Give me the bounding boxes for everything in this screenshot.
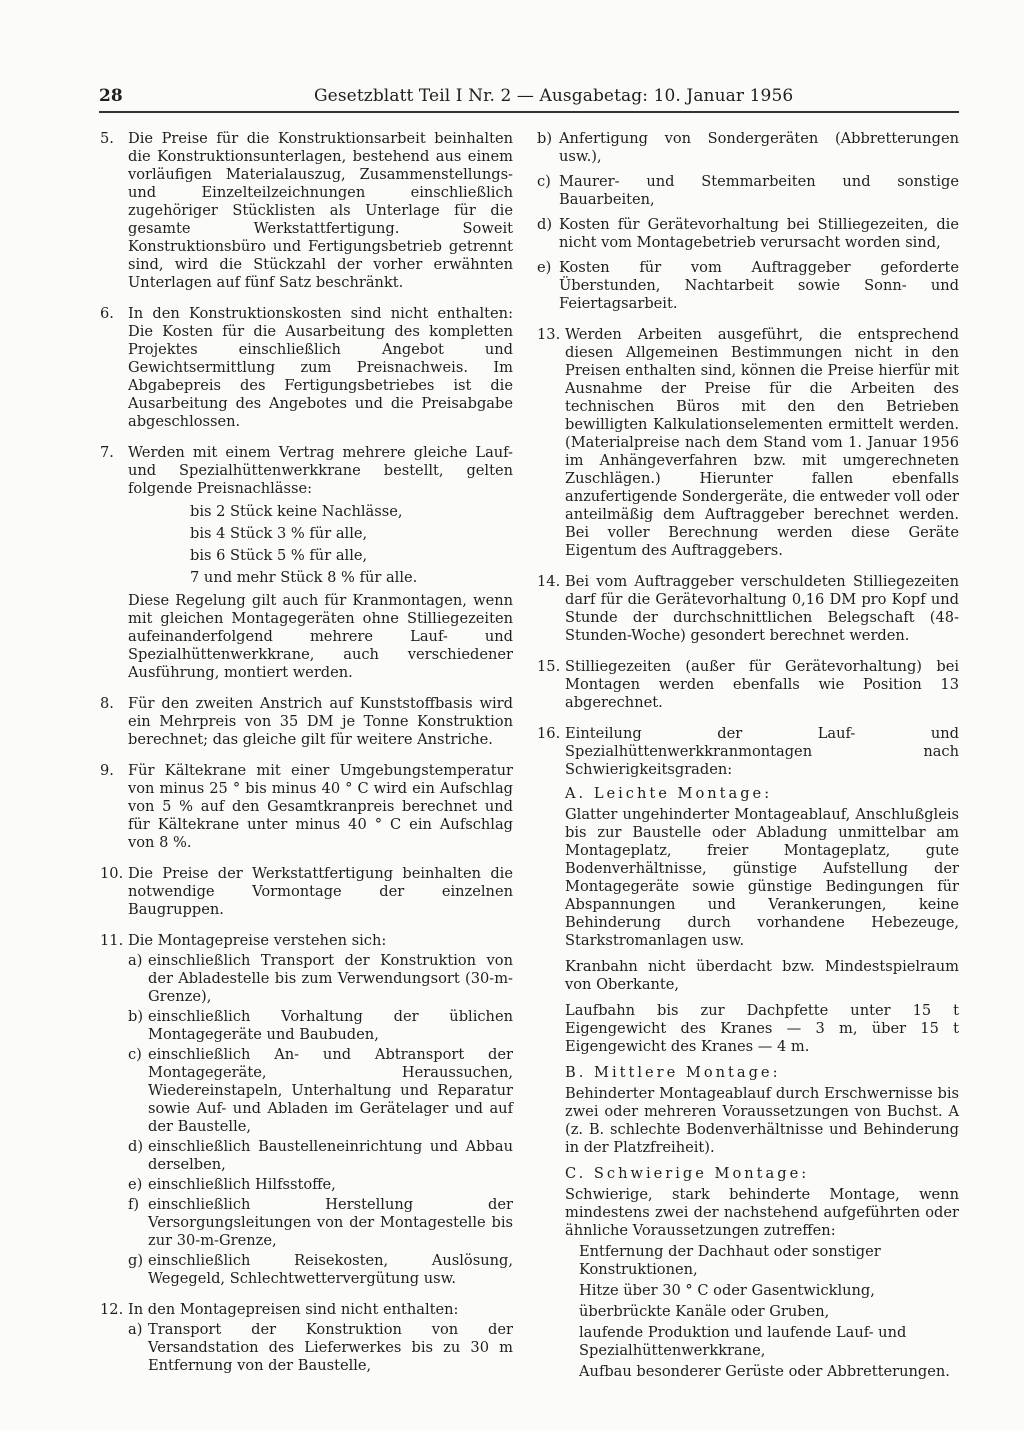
sub-item [128, 1008, 513, 1044]
discount-tier: bis 4 Stück 3 % für alle, [190, 525, 368, 542]
section-text: Werden Arbeiten ausgeführt, die entsprechend diesen Allgemeinen Bestimmungen nicht in den Preisen enthalten sind, können die Preise hierfür mit Ausnahme der Preise für die Arbeiten des technischen Büros mit den den Betrieben bewilligten Kalkulationselementen ermittelt werden. (Materialpreise nach dem Stand vom 1. Januar 1956 im Anhängeverfahren bzw. mit umgerechneten Zuschlägen.) Hierunter fallen ebenfalls anzufertigende Sondergeräte, die entweder voll oder anteilmäßig dem Auftraggeber berechnet werden. Bei voller Berechnung werden diese Geräte Eigentum des Auftraggebers. [565, 326, 959, 559]
section-number: 15. [537, 658, 561, 675]
discount-tier: bis 2 Stück keine Nachlässe, [190, 503, 403, 520]
section-text: Diese Regelung gilt auch für Kranmontagen, wenn mit gleichen Montagegeräten ohne Stilliegezeiten aufeinanderfolgend mehrere Lauf- und Spezialhüttenwerkkrane, auch verschiedener Ausführung, montiert werden. [128, 592, 513, 681]
sub-label: e) [537, 259, 552, 276]
section-number: 16. [537, 725, 561, 742]
section-number: 6. [100, 305, 114, 322]
sub-label: a) [128, 952, 143, 969]
section-9 [100, 762, 513, 852]
sub-text: einschließlich Baustelleneinrichtung und Abbau derselben, [148, 1138, 513, 1173]
section-text: Stilliegezeiten (außer für Gerätevorhaltung) bei Montagen werden ebenfalls wie Position 13 abgerechnet. [565, 658, 959, 711]
sub-item [128, 1138, 513, 1174]
sub-label: f) [128, 1196, 140, 1213]
section-text: Werden mit einem Vertrag mehrere gleiche Lauf- und Spezialhüttenwerkkrane bestellt, gelten folgende Preisnachlässe: [128, 444, 513, 497]
sub-item [128, 1252, 513, 1288]
section-number: 8. [100, 695, 114, 712]
sub-item [537, 216, 959, 252]
list-item: Hitze über 30 ° C oder Gasentwicklung, [579, 1282, 875, 1299]
sub-text: einschließlich Transport der Konstruktion von der Abladestelle bis zum Verwendungsort (30-m-Grenze), [148, 952, 513, 1005]
sub-label: g) [128, 1252, 144, 1269]
section-text: In den Konstruktionskosten sind nicht enthalten: Die Kosten für die Ausarbeitung des kompletten Projektes einschließlich Angebot und Gewichtsermittlung zum Preisnachweis. Im Abgabepreis des Fertigungsbetriebes ist die Ausarbeitung des Angebotes und die Preisabgabe abgeschlossen. [128, 305, 513, 430]
difficulty-heading-c: C. Schwierige Montage: [565, 1165, 810, 1182]
section-text: Für den zweiten Anstrich auf Kunststoffbasis wird ein Mehrpreis von 35 DM je Tonne Konstruktion berechnet; das gleiche gilt für weitere Anstriche. [128, 695, 513, 748]
list-item: überbrückte Kanäle oder Gruben, [579, 1303, 830, 1320]
section-12 [100, 1301, 513, 1375]
difficulty-heading-b: B. Mittlere Montage: [565, 1064, 781, 1081]
sub-label: b) [128, 1008, 144, 1025]
sub-label: a) [128, 1321, 143, 1338]
section-15 [537, 658, 959, 712]
section-number: 11. [100, 932, 124, 949]
header-divider [99, 111, 959, 113]
sub-text: Anfertigung von Sondergeräten (Abbretterungen usw.), [559, 130, 959, 165]
section-number: 14. [537, 573, 561, 590]
left-column [100, 130, 513, 1388]
sub-item [537, 259, 959, 313]
sub-text: einschließlich Reisekosten, Auslösung, Wegegeld, Schlechtwettervergütung usw. [148, 1252, 513, 1287]
discount-tiers [128, 501, 513, 589]
sub-text: Maurer- und Stemmarbeiten und sonstige Bauarbeiten, [559, 173, 959, 208]
sub-label: c) [537, 173, 551, 190]
sub-label: c) [128, 1046, 142, 1063]
sub-text: Transport der Konstruktion von der Versandstation des Lieferwerkes bis zu 30 m Entfernung von der Baustelle, [148, 1321, 513, 1374]
section-text: Die Preise der Werkstattfertigung beinhalten die notwendige Vormontage der einzelnen Baugruppen. [128, 865, 513, 918]
sub-item [537, 130, 959, 166]
sub-item [128, 1196, 513, 1250]
section-text: In den Montagepreisen sind nicht enthalten: [128, 1301, 459, 1318]
paragraph: Laufbahn bis zur Dachpfette unter 15 t Eigengewicht des Kranes — 3 m, über 15 t Eigengewicht des Kranes — 4 m. [565, 1002, 959, 1055]
paragraph: Glatter ungehinderter Montageablauf, Anschlußgleis bis zur Baustelle oder Abladung unmittelbar am Montageplatz, freier Montageplatz, gute Bodenverhältnisse, günstige Aufstellung der Montagegeräte sowie günstige Bedingungen für Abspannungen und Verankerungen, keine Behinderung durch vorhandene Hebezeuge, Starkstromanlagen usw. [565, 806, 959, 949]
sub-label: b) [537, 130, 553, 147]
paragraph: Schwierige, stark behinderte Montage, wenn mindestens zwei der nachstehend aufgeführten oder ähnliche Voraussetzungen zutreffen: [565, 1186, 959, 1239]
sub-text: einschließlich Vorhaltung der üblichen Montagegeräte und Baubuden, [148, 1008, 513, 1043]
section-14 [537, 573, 959, 645]
section-6 [100, 305, 513, 431]
section-8 [100, 695, 513, 749]
difficulty-heading-a: A. Leichte Montage: [565, 785, 773, 802]
section-number: 5. [100, 130, 114, 147]
page-number: 28 [99, 86, 123, 106]
section-number: 7. [100, 444, 114, 461]
section-number: 9. [100, 762, 114, 779]
section-number: 10. [100, 865, 124, 882]
section-16 [537, 725, 959, 1381]
list-item: Aufbau besonderer Gerüste oder Abbretterungen. [579, 1363, 950, 1380]
sub-text: einschließlich Hilfsstoffe, [148, 1176, 336, 1193]
sub-item [537, 173, 959, 209]
section-13 [537, 326, 959, 560]
sub-text: einschließlich Herstellung der Versorgungsleitungen von der Montagestelle bis zur 30-m-Grenze, [148, 1196, 513, 1249]
sub-text: einschließlich An- und Abtransport der Montagegeräte, Heraussuchen, Wiedereinstapeln, Unterhaltung und Reparatur sowie Auf- und Abladen im Gerätelager und auf der Baustelle, [148, 1046, 513, 1135]
page-header-title: Gesetzblatt Teil I Nr. 2 — Ausgabetag: 10. Januar 1956 [314, 86, 794, 106]
sub-label: d) [537, 216, 553, 233]
sub-text: Kosten für vom Auftraggeber geforderte Überstunden, Nachtarbeit sowie Sonn- und Feiertagsarbeit. [559, 259, 959, 312]
section-text: Bei vom Auftraggeber verschuldeten Stilliegezeiten darf für die Gerätevorhaltung 0,16 DM pro Kopf und Stunde der durchschnittlichen Belegschaft (48-Stunden-Woche) gesondert berechnet werden. [565, 573, 959, 644]
section-7 [100, 444, 513, 682]
section-text: Die Preise für die Konstruktionsarbeit beinhalten die Konstruktionsunterlagen, bestehend aus einem vorläufigen Materialauszug, Zusammenstellungs- und Einzelteilzeichnungen einschließlich zugehöriger Stücklisten als Unterlage für die gesamte Werkstattfertigung. Soweit Konstruktionsbüro und Fertigungsbetrieb getrennt sind, wird die Stückzahl der vorher erwähnten Unterlagen auf fünf Satz beschränkt. [128, 130, 513, 291]
sub-item [128, 1046, 513, 1136]
section-number: 13. [537, 326, 561, 343]
sub-item [128, 1176, 513, 1194]
paragraph: Behinderter Montageablauf durch Erschwernisse bis zwei oder mehreren Voraussetzungen von Buchst. A (z. B. schlechte Bodenverhältnisse und Behinderung in der Platzfreiheit). [565, 1085, 959, 1156]
sub-label: e) [128, 1176, 143, 1193]
section-text: Einteilung der Lauf- und Spezialhüttenwerkkranmontagen nach Schwierigkeitsgraden: [565, 725, 959, 778]
sub-item [128, 952, 513, 1006]
section-10 [100, 865, 513, 919]
right-column [537, 130, 959, 1394]
list-item: Entfernung der Dachhaut oder sonstiger Konstruktionen, [579, 1243, 881, 1278]
section-5 [100, 130, 513, 292]
section-text: Die Montagepreise verstehen sich: [128, 932, 387, 949]
section-11 [100, 932, 513, 1288]
section-text: Für Kältekrane mit einer Umgebungstemperatur von minus 25 ° bis minus 40 ° C wird ein Aufschlag von 5 % auf den Gesamtkranpreis berechnet und für Kältekrane unter minus 40 ° C ein Aufschlag von 8 %. [128, 762, 513, 851]
requirements-list [565, 1243, 959, 1381]
section-number: 12. [100, 1301, 124, 1318]
sub-item [128, 1321, 513, 1375]
sub-label: d) [128, 1138, 144, 1155]
paragraph: Kranbahn nicht überdacht bzw. Mindestspielraum von Oberkante, [565, 958, 959, 993]
discount-tier: 7 und mehr Stück 8 % für alle. [190, 569, 418, 586]
sub-text: Kosten für Gerätevorhaltung bei Stilliegezeiten, die nicht vom Montagebetrieb verursacht worden sind, [559, 216, 959, 251]
discount-tier: bis 6 Stück 5 % für alle, [190, 547, 368, 564]
list-item: laufende Produktion und laufende Lauf- und Spezialhüttenwerkkrane, [579, 1324, 907, 1359]
